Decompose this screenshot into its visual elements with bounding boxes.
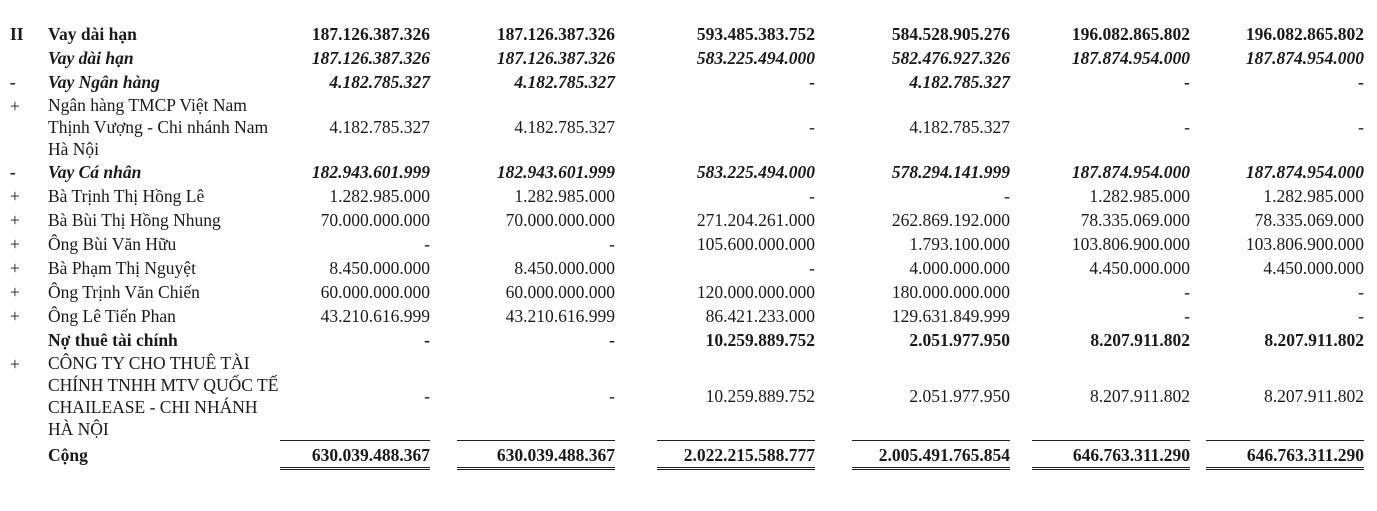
row-marker: - [10,72,16,92]
cell-value: 105.600.000.000 [696,234,815,254]
cell-value: 630.039.488.367 [457,440,615,470]
total-cell [1014,440,1194,470]
cell-value: 8.450.000.000 [329,258,430,278]
cell-value: 2.051.977.950 [909,330,1010,350]
row-marker: II [10,24,24,44]
cell-value: 4.182.785.327 [329,72,430,92]
cell-value: 584.528.905.276 [891,24,1010,44]
cell-value: 630.039.488.367 [280,440,430,470]
cell-value: - [609,234,615,254]
cell-value: 187.126.387.326 [496,24,615,44]
row-label: Cộng [48,445,88,465]
table-row [0,232,1374,256]
cell-value: 103.806.900.000 [1071,234,1190,254]
row-label: Ông Trịnh Văn Chiến [48,282,200,302]
cell-value: 262.869.192.000 [891,210,1010,230]
cell-value: 60.000.000.000 [320,282,430,302]
cell-value: 4.000.000.000 [909,258,1010,278]
cell-value: - [1184,72,1190,92]
cell-value: 43.210.616.999 [320,306,430,326]
row-label: CÔNG TY CHO THUÊ TÀI CHÍNH TNHH MTV QUỐC TẾ CHAILEASE - CHI NHÁNH HÀ NỘI [48,353,279,439]
cell-value: 196.082.865.802 [1245,24,1364,44]
cell-value: - [609,330,615,350]
row-marker: + [10,306,20,326]
cell-value: - [1184,282,1190,302]
cell-value: 271.204.261.000 [696,210,815,230]
cell-value: 4.182.785.327 [909,117,1010,137]
cell-value: - [1358,306,1364,326]
cell-value: - [1358,282,1364,302]
long-term-loans-table [0,22,1374,470]
cell-value: - [1004,186,1010,206]
cell-value: 43.210.616.999 [505,306,615,326]
row-label: Ông Lê Tiến Phan [48,306,176,326]
cell-value: 1.793.100.000 [909,234,1010,254]
table-row [0,94,1374,160]
cell-value: 187.874.954.000 [1071,162,1190,182]
table-row [0,160,1374,184]
cell-value: 593.485.383.752 [696,24,815,44]
row-marker [0,46,44,70]
cell-value: 129.631.849.999 [891,306,1010,326]
cell-value: 1.282.985.000 [514,186,615,206]
cell-value: 4.450.000.000 [1089,258,1190,278]
cell-value: - [1358,72,1364,92]
cell-value: 8.207.911.802 [1090,330,1190,350]
table-row [0,46,1374,70]
table-row [0,304,1374,328]
cell-value: 187.874.954.000 [1245,48,1364,68]
cell-value: 187.126.387.326 [311,48,430,68]
cell-value: 1.282.985.000 [1089,186,1190,206]
cell-value: 583.225.494.000 [696,162,815,182]
cell-value: - [809,186,815,206]
cell-value: - [424,330,430,350]
cell-value: 4.182.785.327 [514,72,615,92]
row-marker: + [10,186,20,206]
cell-value: 8.207.911.802 [1090,386,1190,406]
row-marker: + [10,258,20,278]
total-cell [434,440,619,470]
cell-value: - [424,386,430,406]
cell-value: 187.874.954.000 [1245,162,1364,182]
total-cell [1194,440,1374,470]
row-label: Bà Phạm Thị Nguyệt [48,258,196,278]
table-row [0,280,1374,304]
total-cell [619,440,819,470]
row-marker: + [10,354,20,374]
cell-value: - [609,386,615,406]
cell-value: - [424,234,430,254]
cell-value: 70.000.000.000 [505,210,615,230]
cell-value: 4.182.785.327 [909,72,1010,92]
table-row [0,256,1374,280]
cell-value: 2.022.215.588.777 [657,440,815,470]
cell-value: 582.476.927.326 [891,48,1010,68]
cell-value: 187.126.387.326 [311,24,430,44]
cell-value: 4.182.785.327 [329,117,430,137]
cell-value: 60.000.000.000 [505,282,615,302]
row-label: Vay Ngân hàng [48,72,160,92]
cell-value: 103.806.900.000 [1245,234,1364,254]
cell-value: 182.943.601.999 [311,162,430,182]
row-label: Bà Bùi Thị Hồng Nhung [48,210,221,230]
row-marker: + [10,234,20,254]
table-row [0,208,1374,232]
row-label: Ông Bùi Văn Hữu [48,234,177,254]
total-cell [819,440,1014,470]
table-row-total [0,440,1374,470]
table-row [0,328,1374,352]
cell-value: 187.874.954.000 [1071,48,1190,68]
row-label: Vay dài hạn [48,48,134,68]
cell-value: 182.943.601.999 [496,162,615,182]
row-marker [0,328,44,352]
cell-value: 78.335.069.000 [1080,210,1190,230]
row-marker: + [10,282,20,302]
cell-value: 180.000.000.000 [891,282,1010,302]
cell-value: 8.450.000.000 [514,258,615,278]
row-marker: + [10,96,20,116]
cell-value: 8.207.911.802 [1264,330,1364,350]
row-label: Ngân hàng TMCP Việt Nam Thịnh Vượng - Chi nhánh Nam Hà Nội [48,95,269,159]
row-marker: + [10,210,20,230]
table-row [0,22,1374,46]
cell-value: 10.259.889.752 [705,330,815,350]
cell-value: 4.450.000.000 [1263,258,1364,278]
cell-value: 120.000.000.000 [696,282,815,302]
cell-value: 1.282.985.000 [1263,186,1364,206]
cell-value: 578.294.141.999 [891,162,1010,182]
cell-value: 78.335.069.000 [1254,210,1364,230]
cell-value: - [1184,306,1190,326]
cell-value: 10.259.889.752 [705,386,815,406]
cell-value: 8.207.911.802 [1264,386,1364,406]
table-row [0,184,1374,208]
table-row [0,352,1374,440]
cell-value: - [809,117,815,137]
cell-value: - [809,258,815,278]
cell-value: 583.225.494.000 [696,48,815,68]
total-cell [280,440,434,470]
cell-value: 2.005.491.765.854 [852,440,1010,470]
row-label: Vay dài hạn [48,24,137,44]
row-label: Bà Trịnh Thị Hồng Lê [48,186,205,206]
cell-value: 4.182.785.327 [514,117,615,137]
cell-value: - [1358,117,1364,137]
cell-value: - [1184,117,1190,137]
row-label: Vay Cá nhân [48,162,142,182]
cell-value: 86.421.233.000 [705,306,815,326]
cell-value: 196.082.865.802 [1071,24,1190,44]
cell-value: 646.763.311.290 [1206,440,1364,470]
cell-value: 1.282.985.000 [329,186,430,206]
cell-value: 187.126.387.326 [496,48,615,68]
table-body [0,22,1374,470]
cell-value: 70.000.000.000 [320,210,430,230]
row-marker: - [10,162,16,182]
cell-value: 2.051.977.950 [909,386,1010,406]
table-row [0,70,1374,94]
row-label: Nợ thuê tài chính [48,330,178,350]
row-marker [0,440,44,470]
cell-value: 646.763.311.290 [1032,440,1190,470]
cell-value: - [809,72,815,92]
